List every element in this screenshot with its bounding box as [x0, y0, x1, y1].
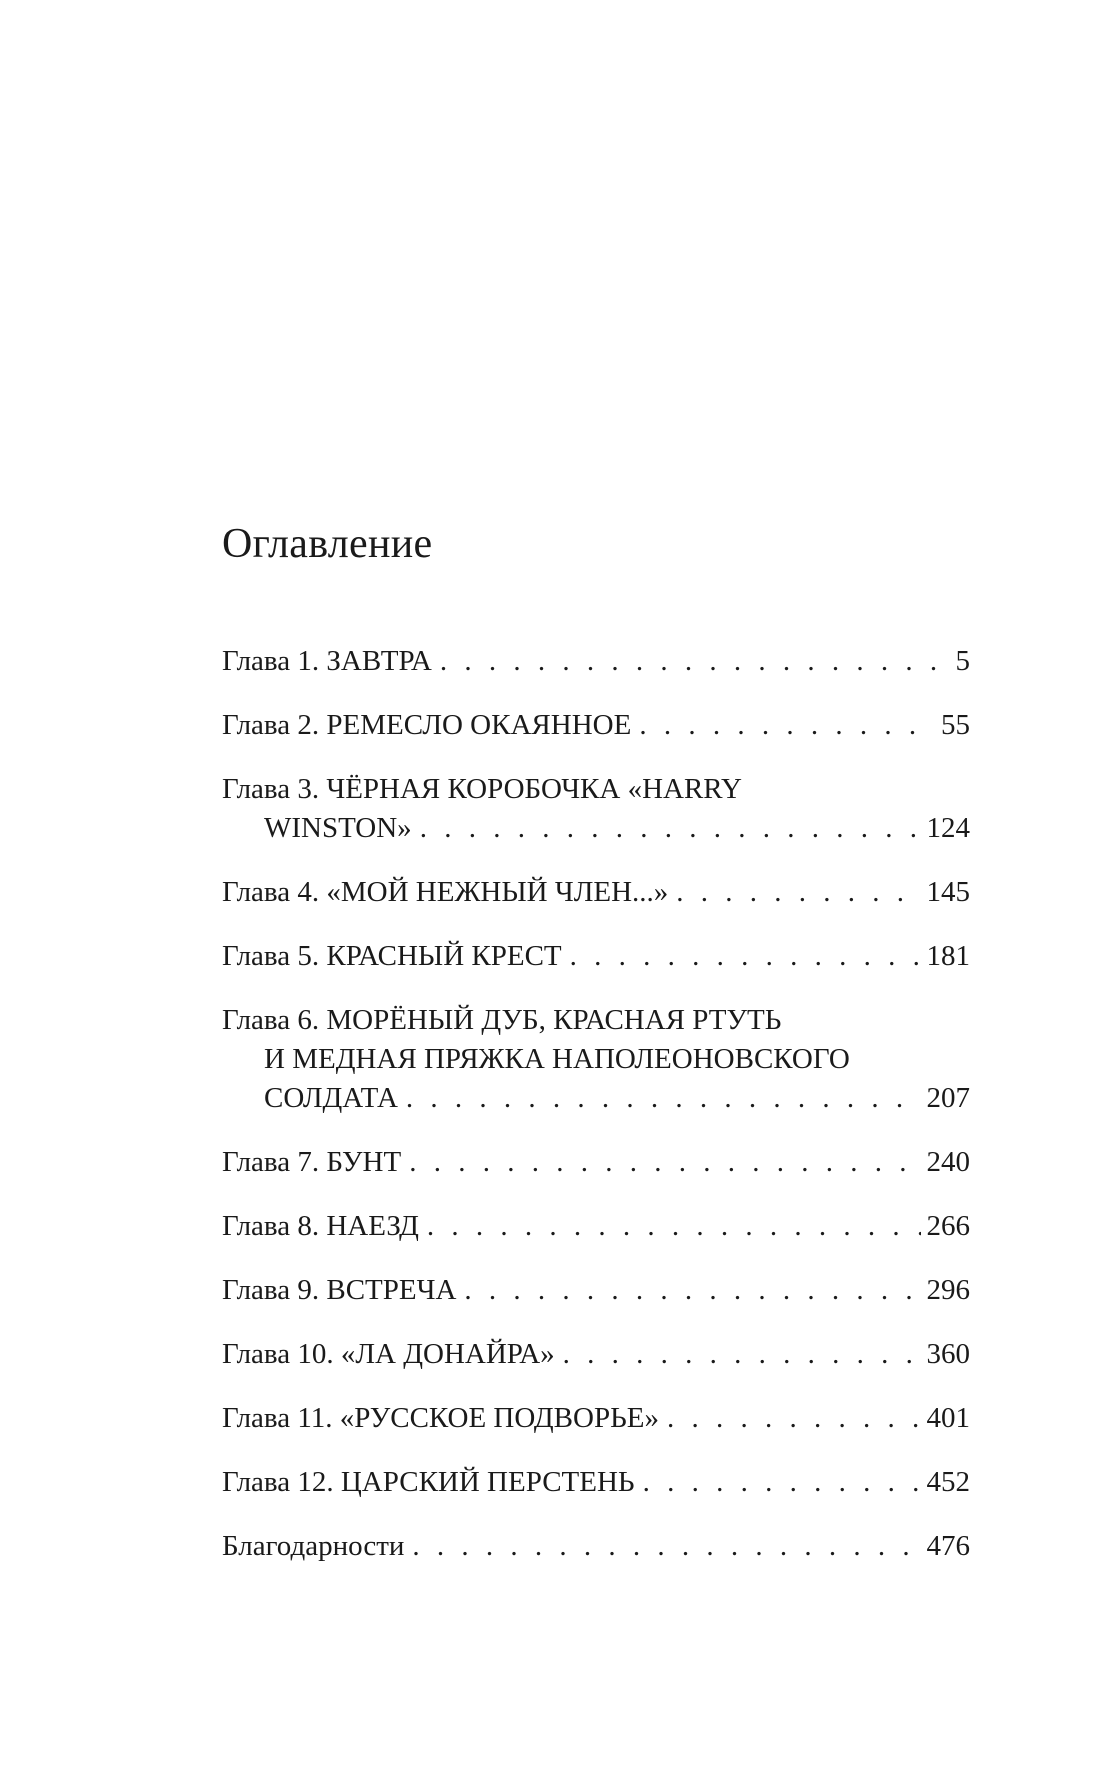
toc-page-number: 476: [926, 1530, 970, 1562]
leader-dots: [639, 706, 935, 745]
leader-dots: [563, 1335, 921, 1374]
toc-entry-chapter-11[interactable]: [222, 1399, 970, 1438]
toc-page-number: 207: [926, 1082, 970, 1114]
toc-line: [222, 1527, 970, 1566]
leader-dots: [427, 1207, 921, 1246]
leader-dots: [412, 1527, 920, 1566]
leader-dots: [570, 937, 921, 976]
toc-entry-title: Глава 4. «МОЙ НЕЖНЫЙ ЧЛЕН...»: [222, 876, 669, 908]
toc-entry-title: Глава 2. РЕМЕСЛО ОКАЯННОЕ: [222, 709, 632, 741]
toc-line: [222, 1463, 970, 1502]
leader-dots: [667, 1399, 921, 1438]
toc-entry-title: Глава 6. МОРЁНЫЙ ДУБ, КРАСНАЯ РТУТЬ: [222, 1004, 782, 1036]
leader-dots: [676, 873, 920, 912]
toc-entry-title-continuation: WINSTON»: [264, 812, 412, 844]
toc-entry-title: Глава 9. ВСТРЕЧА: [222, 1274, 457, 1306]
toc-line: [222, 1271, 970, 1310]
toc-line-continuation: [222, 1079, 970, 1118]
toc-entry-chapter-2[interactable]: [222, 706, 970, 745]
toc-line: [222, 642, 970, 681]
toc-page-number: 401: [926, 1402, 970, 1434]
toc-page-number: 296: [926, 1274, 970, 1306]
toc-line: [222, 873, 970, 912]
toc-entry-title: Глава 1. ЗАВТРА: [222, 645, 432, 677]
leader-dots: [464, 1271, 920, 1310]
leader-dots: [440, 642, 944, 681]
toc-line: [222, 1335, 970, 1374]
toc-page-number: 145: [926, 876, 970, 908]
toc-entry-title: Глава 5. КРАСНЫЙ КРЕСТ: [222, 940, 562, 972]
toc-entry-title-continuation: И МЕДНАЯ ПРЯЖКА НАПОЛЕОНОВСКОГО: [264, 1043, 850, 1075]
toc-line: [222, 1207, 970, 1246]
toc-entry-chapter-8[interactable]: [222, 1207, 970, 1246]
toc-page-number: 240: [926, 1146, 970, 1178]
toc-line-continuation: [222, 1040, 970, 1079]
toc-entry-chapter-5[interactable]: [222, 937, 970, 976]
leader-dots: [643, 1463, 921, 1502]
toc-page-number: 452: [926, 1466, 970, 1498]
toc-line: [222, 937, 970, 976]
toc-line: [222, 1399, 970, 1438]
toc-entry-chapter-3[interactable]: [222, 770, 970, 848]
leader-dots: [420, 809, 921, 848]
toc-entry-title-continuation: СОЛДАТА: [264, 1082, 398, 1114]
page-title: Оглавление: [222, 521, 433, 567]
leader-dots: [409, 1143, 920, 1182]
toc-entry-title: Глава 10. «ЛА ДОНАЙРА»: [222, 1338, 555, 1370]
toc-line-continuation: [222, 809, 970, 848]
toc-entry-chapter-6[interactable]: [222, 1001, 970, 1118]
toc-entry-chapter-9[interactable]: [222, 1271, 970, 1310]
toc-line: [222, 1143, 970, 1182]
toc-line: [222, 706, 970, 745]
toc-page-number: 181: [926, 940, 970, 972]
toc-page-number: 124: [926, 812, 970, 844]
toc-entry-chapter-4[interactable]: [222, 873, 970, 912]
toc-entry-chapter-7[interactable]: [222, 1143, 970, 1182]
toc-entry-title: Глава 12. ЦАРСКИЙ ПЕРСТЕНЬ: [222, 1466, 635, 1498]
toc-page-number: 360: [926, 1338, 970, 1370]
toc-entry-chapter-10[interactable]: [222, 1335, 970, 1374]
toc-entry-title: Глава 3. ЧЁРНАЯ КОРОБОЧКА «HARRY: [222, 773, 742, 805]
toc-entry-title: Глава 8. НАЕЗД: [222, 1210, 419, 1242]
toc-entry-title: Глава 7. БУНТ: [222, 1146, 402, 1178]
toc-entry-chapter-12[interactable]: [222, 1463, 970, 1502]
toc-entry-acknowledgements[interactable]: [222, 1527, 970, 1566]
toc-page-number: 266: [926, 1210, 970, 1242]
toc-entry-title: Благодарности: [222, 1530, 405, 1562]
table-of-contents: [222, 642, 970, 1591]
toc-page-number: 5: [955, 645, 970, 677]
leader-dots: [406, 1079, 921, 1118]
toc-line: [222, 770, 970, 809]
toc-line: [222, 1001, 970, 1040]
toc-page-number: 55: [941, 709, 970, 741]
toc-entry-title: Глава 11. «РУССКОЕ ПОДВОРЬЕ»: [222, 1402, 659, 1434]
toc-entry-chapter-1[interactable]: [222, 642, 970, 681]
